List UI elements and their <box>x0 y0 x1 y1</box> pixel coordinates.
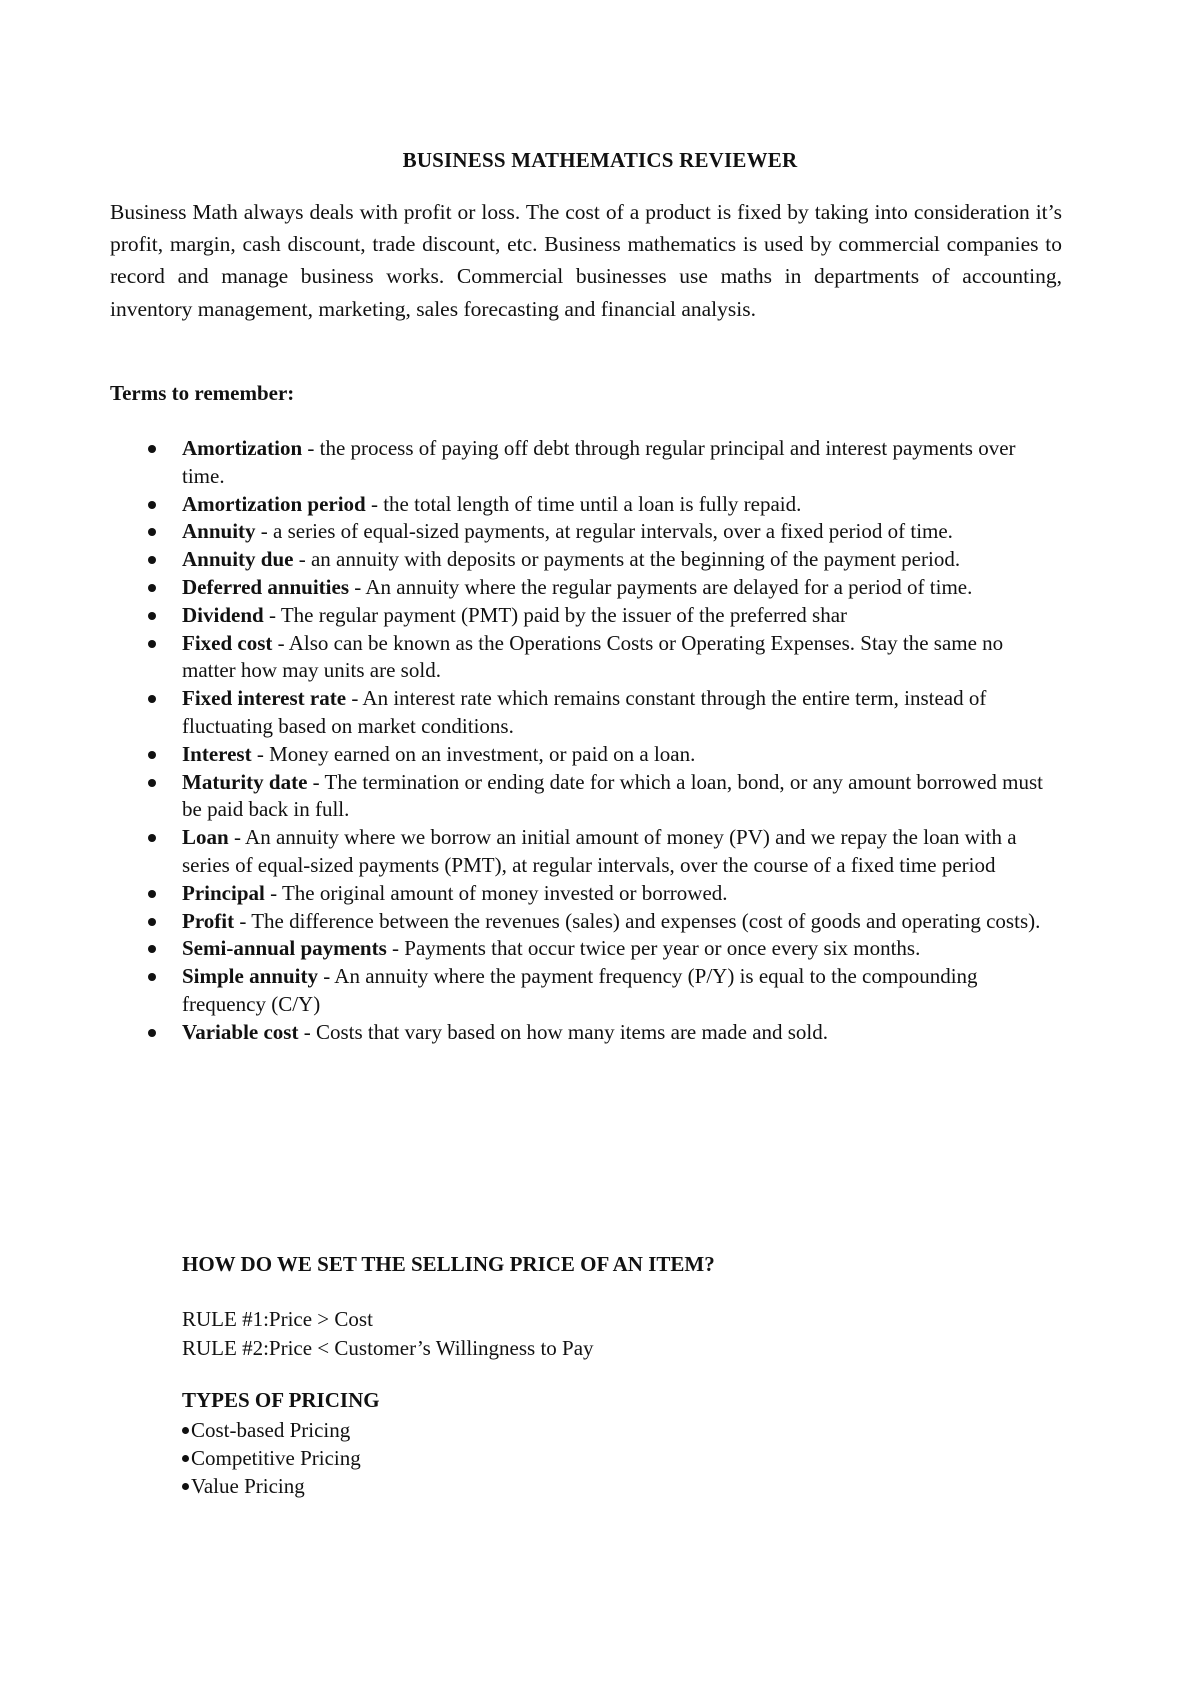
term-interest <box>0 741 1062 769</box>
term-amortization <box>0 435 1062 491</box>
term-name: Amortization period <box>182 491 366 516</box>
pricing-type-item <box>182 1444 361 1472</box>
term-definition: - An annuity where the regular payments are delayed for a period of time. <box>349 574 973 599</box>
pricing-rules <box>182 1305 594 1362</box>
term-name: Annuity <box>182 519 256 544</box>
term-name: Interest <box>182 741 252 766</box>
term-fixed-cost <box>0 630 1062 686</box>
term-amortization-period <box>0 491 1062 519</box>
term-fixed-interest-rate <box>0 685 1062 741</box>
term-name: Dividend <box>182 602 264 627</box>
term-name: Loan <box>182 825 229 850</box>
intro-paragraph: Business Math always deals with profit or loss. The cost of a product is fixed by taking into consideration it’s profit, margin, cash discount, trade discount, etc. Business mathematics is used by commercial companies to record and manage business works. Commercial businesses use maths in departments of accounting, inventory management, marketing, sales forecasting and financial analysis. <box>110 200 1062 321</box>
term-definition: - An annuity where the payment frequency (P/Y) is equal to the compounding frequency (C/Y) <box>182 964 978 1016</box>
term-definition: - Costs that vary based on how many items are made and sold. <box>298 1019 829 1044</box>
term-name: Principal <box>182 880 265 905</box>
bullet-icon <box>148 1029 156 1037</box>
bullet-icon <box>148 584 156 592</box>
bullet-icon <box>148 501 156 509</box>
term-definition: - The regular payment (PMT) paid by the issuer of the preferred shar <box>263 602 848 627</box>
term-annuity <box>0 518 1062 546</box>
bullet-icon <box>148 695 156 703</box>
bullet-icon <box>148 890 156 898</box>
term-name: Fixed interest rate <box>182 686 347 711</box>
rule-2: RULE #2:Price < Customer’s Willingness to Pay <box>182 1335 594 1360</box>
term-name: Variable cost <box>182 1019 299 1044</box>
rule-1: RULE #1:Price > Cost <box>182 1307 373 1331</box>
bullet-icon <box>148 834 156 842</box>
term-definition: - the process of paying off debt through regular principal and interest payments over time. <box>182 436 1016 488</box>
bullet-icon <box>182 1483 189 1490</box>
term-name: Deferred annuities <box>182 574 350 599</box>
document-title: BUSINESS MATHEMATICS REVIEWER <box>402 148 798 172</box>
bullet-icon <box>148 945 156 953</box>
terms-heading: Terms to remember: <box>110 381 295 405</box>
pricing-type-item <box>182 1416 361 1444</box>
pricing-type-label: Value Pricing <box>191 1474 305 1498</box>
term-definition: - The original amount of money invested or borrowed. <box>264 880 728 905</box>
term-name: Annuity due <box>182 547 294 572</box>
term-definition: - an annuity with deposits or payments at the beginning of the payment period. <box>293 547 961 572</box>
term-loan <box>0 824 1062 880</box>
bullet-icon <box>148 445 156 453</box>
term-profit <box>0 908 1062 936</box>
term-name: Simple annuity <box>182 964 318 989</box>
term-definition: - An annuity where we borrow an initial amount of money (PV) and we repay the loan with a series of equal-sized payments (PMT), at regular intervals, over the course of a fixed time period <box>182 825 1017 877</box>
term-definition: - Money earned on an investment, or paid on a loan. <box>251 741 696 766</box>
term-definition: - Also can be known as the Operations Costs or Operating Expenses. Stay the same no matter how may units are sold. <box>182 630 1004 683</box>
term-definition: - Payments that occur twice per year or once every six months. <box>386 936 921 961</box>
pricing-type-label: Cost-based Pricing <box>191 1418 351 1442</box>
pricing-types-heading: TYPES OF PRICING <box>182 1388 380 1412</box>
term-name: Semi-annual payments <box>182 936 387 961</box>
terms-list <box>0 435 1200 1047</box>
term-dividend <box>0 602 1062 630</box>
term-annuity-due <box>0 546 1062 574</box>
pricing-type-item <box>182 1472 361 1500</box>
term-principal <box>0 880 1062 908</box>
bullet-icon <box>148 751 156 759</box>
term-name: Fixed cost <box>182 630 273 655</box>
bullet-icon <box>182 1455 189 1462</box>
bullet-icon <box>182 1427 189 1434</box>
term-deferred-annuities <box>0 574 1062 602</box>
pricing-type-label: Competitive Pricing <box>191 1446 361 1470</box>
pricing-types-list <box>182 1416 361 1500</box>
term-simple-annuity <box>0 963 1062 1019</box>
term-maturity-date <box>0 769 1062 825</box>
bullet-icon <box>148 528 156 536</box>
bullet-icon <box>148 640 156 648</box>
bullet-icon <box>148 556 156 564</box>
term-definition: - the total length of time until a loan is fully repaid. <box>365 491 802 516</box>
bullet-icon <box>148 779 156 787</box>
term-name: Maturity date <box>182 769 308 794</box>
term-definition: - a series of equal-sized payments, at regular intervals, over a fixed period of time. <box>255 519 953 544</box>
term-definition: - The termination or ending date for which a loan, bond, or any amount borrowed must be paid back in full. <box>182 769 1043 822</box>
term-name: Amortization <box>182 436 303 460</box>
term-semi-annual-payments <box>0 935 1062 963</box>
bullet-icon <box>148 973 156 981</box>
bullet-icon <box>148 612 156 620</box>
term-definition: - An interest rate which remains constant through the entire term, instead of fluctuating based on market conditions. <box>182 686 987 738</box>
term-definition: - The difference between the revenues (sales) and expenses (cost of goods and operating costs). <box>234 908 1041 933</box>
term-name: Profit <box>182 908 235 933</box>
term-variable-cost <box>0 1019 1062 1047</box>
selling-price-heading: HOW DO WE SET THE SELLING PRICE OF AN ITEM? <box>182 1252 715 1276</box>
bullet-icon <box>148 918 156 926</box>
